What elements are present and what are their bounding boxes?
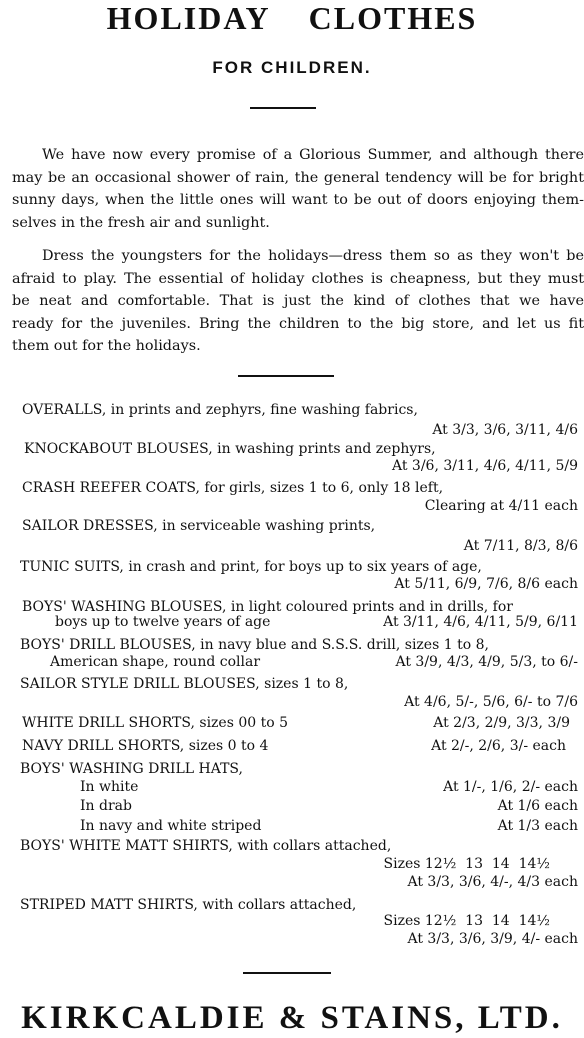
item-tunic-suits-price: At 5/11, 6/9, 7/6, 8/6 each <box>394 576 578 592</box>
item-white-drill-shorts-price: At 2/3, 2/9, 3/3, 3/9 <box>433 715 570 731</box>
item-sailor-dresses-desc: SAILOR DRESSES, in serviceable washing prints, <box>22 518 376 534</box>
intro-p2-line: be neat and comfortable. That is just the kind of clothes that we have <box>12 293 584 309</box>
item-sailor-dresses-price: At 7/11, 8/3, 8/6 <box>463 538 578 554</box>
item-hats-row-label: In white <box>80 779 139 795</box>
item-boys-washing-blouses-desc: BOYS' WASHING BLOUSES, in light coloured prints and in drills, for <box>22 599 513 615</box>
item-crash-reefer-desc: CRASH REEFER COATS, for girls, sizes 1 to 6, only 18 left, <box>22 480 444 496</box>
intro-p2-line: Dress the youngsters for the holidays—dress them so as they won't be <box>42 248 584 264</box>
item-hats-desc: BOYS' WASHING DRILL HATS, <box>20 761 243 777</box>
item-striped-matt-sizes: Sizes 12½ 13 14 14½ <box>383 913 550 929</box>
company-name: KIRKCALDIE & STAINS, LTD. <box>21 1000 563 1036</box>
title-word-holiday: HOLIDAY <box>106 0 271 36</box>
ad-title <box>0 0 584 36</box>
intro-p2-line: afraid to play. The essential of holiday clothes is cheapness, but they must <box>12 270 584 287</box>
item-hats-row-label: In navy and white striped <box>80 818 262 834</box>
item-navy-drill-shorts-price: At 2/-, 2/6, 3/- each <box>431 738 566 754</box>
intro-p2-line: them out for the holidays. <box>12 338 201 354</box>
intro-p1-line: may be an occasional shower of rain, the general tendency will be for bright <box>12 169 584 186</box>
divider-top <box>250 107 316 109</box>
divider-middle <box>238 375 334 377</box>
item-boys-washing-blouses-desc2: boys up to twelve years of age <box>55 614 271 630</box>
item-boys-drill-blouses-price: At 3/9, 4/3, 4/9, 5/3, to 6/- <box>395 654 578 670</box>
item-crash-reefer-price: Clearing at 4/11 each <box>424 498 578 514</box>
intro-paragraph-1 <box>12 144 584 234</box>
title-word-clothes: CLOTHES <box>308 0 478 36</box>
item-striped-matt-desc: STRIPED MATT SHIRTS, with collars attached, <box>20 897 357 913</box>
divider-bottom <box>243 972 331 974</box>
item-striped-matt-price: At 3/3, 3/6, 3/9, 4/- each <box>407 931 578 947</box>
intro-p2-line: ready for the juveniles. Bring the children to the big store, and let us fit <box>12 315 584 332</box>
item-boys-drill-blouses-desc2: American shape, round collar <box>50 654 261 670</box>
item-white-matt-sizes: Sizes 12½ 13 14 14½ <box>383 856 550 872</box>
item-overalls-price: At 3/3, 3/6, 3/11, 4/6 <box>432 422 578 438</box>
item-white-drill-shorts-desc: WHITE DRILL SHORTS, sizes 00 to 5 <box>22 715 289 731</box>
intro-p1-line: sunny days, when the little ones will want to be out of doors enjoying them- <box>12 192 584 208</box>
item-tunic-suits-desc: TUNIC SUITS, in crash and print, for boys up to six years of age, <box>20 559 482 575</box>
item-navy-drill-shorts-desc: NAVY DRILL SHORTS, sizes 0 to 4 <box>22 738 269 754</box>
item-knockabout-desc: KNOCKABOUT BLOUSES, in washing prints and zephyrs, <box>24 441 436 457</box>
ad-subtitle: FOR CHILDREN. <box>212 58 372 77</box>
item-sailor-style-desc: SAILOR STYLE DRILL BLOUSES, sizes 1 to 8, <box>20 676 349 692</box>
intro-p1-line: We have now every promise of a Glorious Summer, and although there <box>42 147 584 163</box>
item-boys-drill-blouses-desc: BOYS' DRILL BLOUSES, in navy blue and S.S.S. drill, sizes 1 to 8, <box>20 637 489 653</box>
item-hats-row-price: At 1/-, 1/6, 2/- each <box>443 779 578 795</box>
item-sailor-style-price: At 4/6, 5/-, 5/6, 6/- to 7/6 <box>404 694 578 710</box>
item-boys-washing-blouses-price: At 3/11, 4/6, 4/11, 5/9, 6/11 <box>383 614 578 630</box>
item-hats-row-label: In drab <box>80 798 132 814</box>
item-white-matt-price: At 3/3, 3/6, 4/-, 4/3 each <box>407 874 578 890</box>
item-overalls-desc: OVERALLS, in prints and zephyrs, fine washing fabrics, <box>22 402 418 418</box>
intro-paragraph-2 <box>12 245 584 358</box>
item-white-matt-desc: BOYS' WHITE MATT SHIRTS, with collars attached, <box>20 838 392 854</box>
intro-p1-line: selves in the fresh air and sunlight. <box>12 214 270 231</box>
item-knockabout-price: At 3/6, 3/11, 4/6, 4/11, 5/9 <box>391 458 578 474</box>
item-hats-row-price: At 1/6 each <box>497 798 578 814</box>
item-hats-row-price: At 1/3 each <box>497 818 578 834</box>
